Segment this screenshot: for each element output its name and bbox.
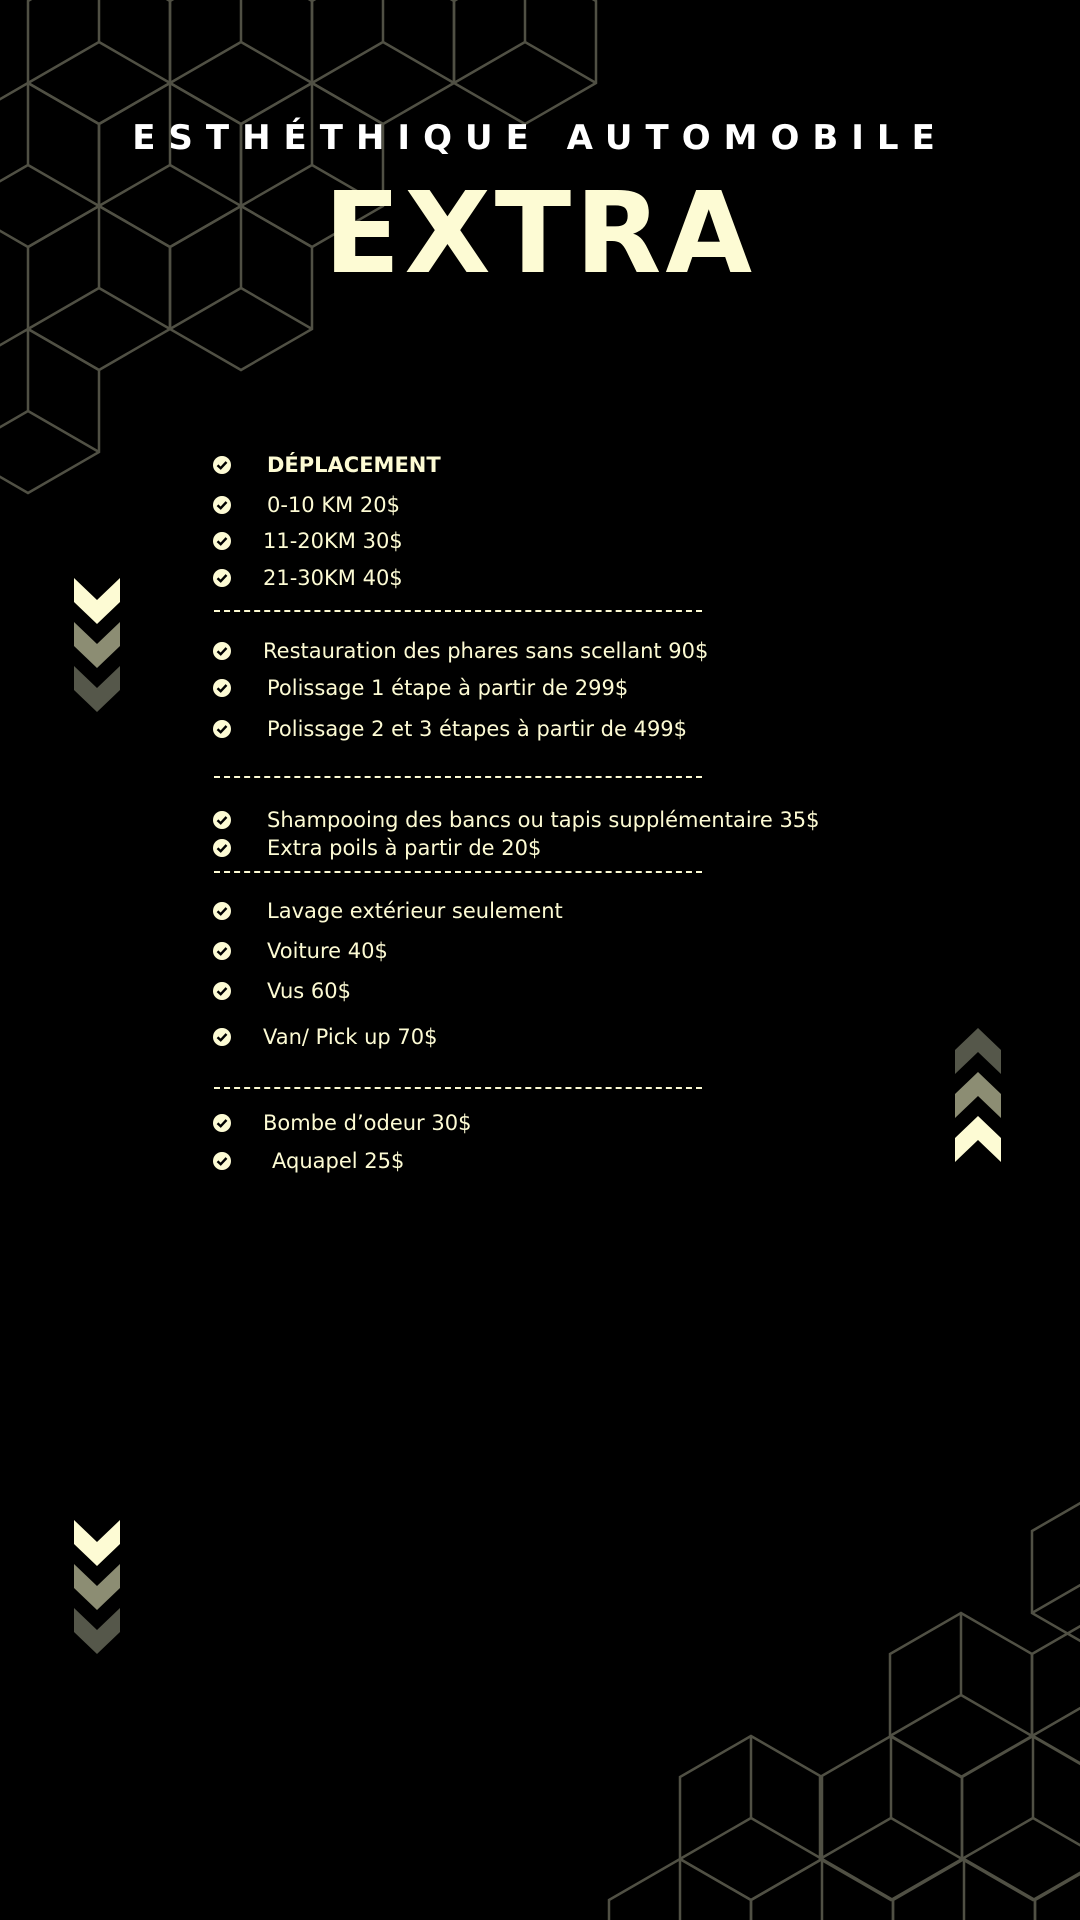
list-item <box>212 1108 471 1138</box>
list-item-label: Vus 60$ <box>267 979 351 1003</box>
check-circle-icon <box>212 941 232 961</box>
check-circle-icon <box>212 901 232 921</box>
check-circle-icon <box>212 568 232 588</box>
list-item <box>212 1022 437 1052</box>
section-divider <box>214 871 702 873</box>
check-circle-icon <box>212 531 232 551</box>
list-item-label: DÉPLACEMENT <box>267 453 441 477</box>
list-item-deplacement-heading <box>212 450 441 480</box>
list-item <box>212 714 687 744</box>
list-item-label: Aquapel 25$ <box>272 1149 405 1173</box>
list-item-label: Voiture 40$ <box>267 939 388 963</box>
section-divider <box>214 1087 702 1089</box>
list-item <box>212 936 388 966</box>
section-divider <box>214 610 702 612</box>
hexagon-pattern-bottom-right <box>609 1490 1080 1920</box>
chevron-down-icon <box>74 1520 120 1654</box>
list-item <box>212 976 351 1006</box>
brand-title: EXTRA <box>323 169 757 299</box>
check-circle-icon <box>212 981 232 1001</box>
check-circle-icon <box>212 641 232 661</box>
check-circle-icon <box>212 838 232 858</box>
list-item-label: 11-20KM 30$ <box>263 529 403 553</box>
list-item-label: Shampooing des bancs ou tapis supplémentaire 35$ <box>267 808 820 832</box>
list-item-label: 0-10 KM 20$ <box>267 493 400 517</box>
list-item-label: Lavage extérieur seulement <box>267 899 563 923</box>
list-item-label: Van/ Pick up 70$ <box>263 1025 438 1049</box>
chevron-down-icon <box>74 578 120 712</box>
check-circle-icon <box>212 678 232 698</box>
check-circle-icon <box>212 1027 232 1047</box>
list-item <box>212 673 628 703</box>
list-item <box>212 490 400 520</box>
check-circle-icon <box>212 719 232 739</box>
list-item <box>212 833 541 863</box>
list-item <box>212 805 820 835</box>
list-item <box>212 896 563 926</box>
list-item-label: 21-30KM 40$ <box>263 566 403 590</box>
list-item-label: Bombe d’odeur 30$ <box>263 1111 472 1135</box>
list-item-label: Polissage 1 étape à partir de 299$ <box>267 676 629 700</box>
chevron-up-icon <box>955 1028 1001 1162</box>
brand-subtitle: ESTHÉTHIQUE AUTOMOBILE <box>132 118 948 158</box>
section-divider <box>214 776 702 778</box>
check-circle-icon <box>212 1113 232 1133</box>
check-circle-icon <box>212 1151 232 1171</box>
list-item <box>212 526 403 556</box>
list-item <box>212 636 708 666</box>
check-circle-icon <box>212 810 232 830</box>
list-item-label: Extra poils à partir de 20$ <box>267 836 542 860</box>
list-item <box>212 1146 404 1176</box>
check-circle-icon <box>212 455 232 475</box>
list-item-label: Restauration des phares sans scellant 90$ <box>263 639 709 663</box>
check-circle-icon <box>212 495 232 515</box>
list-item-label: Polissage 2 et 3 étapes à partir de 499$ <box>267 717 688 741</box>
list-item <box>212 563 403 593</box>
